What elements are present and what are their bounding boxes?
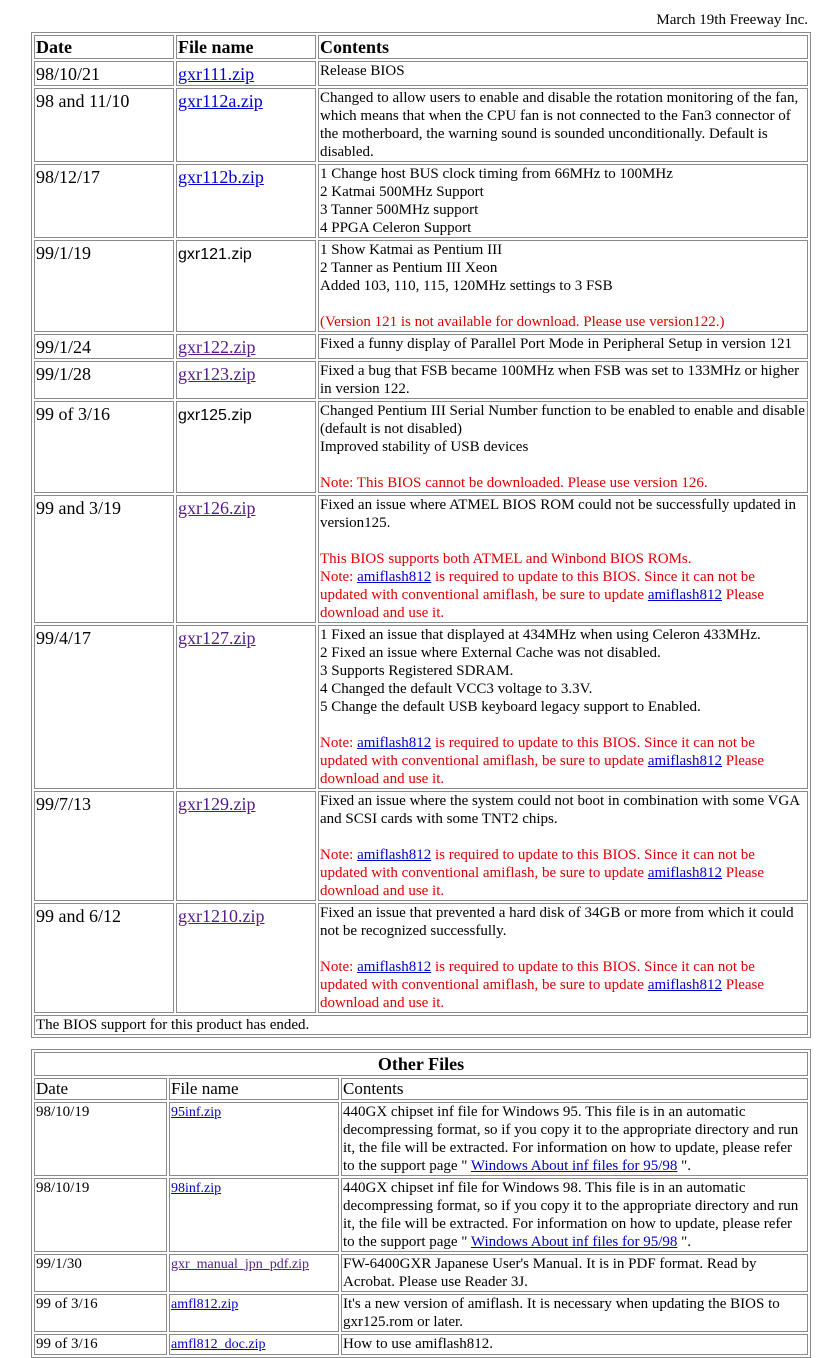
contents-cell [318, 625, 808, 789]
file-cell [176, 334, 316, 359]
date-cell: 98/10/19 [34, 1102, 167, 1176]
bios-table [31, 32, 811, 1038]
date-cell: 98/12/17 [34, 164, 174, 238]
file-cell [176, 361, 316, 399]
table-row [34, 495, 808, 623]
file-cell [176, 61, 316, 86]
download-link-gxr111[interactable]: gxr111.zip [178, 64, 255, 84]
date-cell: 99/7/13 [34, 791, 174, 901]
contents-cell [318, 164, 808, 238]
contents-line: Fixed an issue where the system could not boot in combination with some VGA and SCSI cards with some TNT2 chips. [320, 793, 800, 827]
file-cell [169, 1294, 339, 1332]
file-cell [176, 240, 316, 332]
contents-cell: 440GX chipset inf file for Windows 95. This file is in an automatic decompressing format, so if you copy it to the appropriate directory and run it, the file will be extracted. For information on how to update, please refer to the support page " Windows About inf files for 95/98 ". [341, 1102, 808, 1176]
date-cell: 99 and 3/19 [34, 495, 174, 623]
download-link-gxr122[interactable]: gxr122.zip [178, 337, 256, 357]
date-cell: 98/10/21 [34, 61, 174, 86]
table-row [34, 1102, 808, 1176]
download-link-gxr129[interactable]: gxr129.zip [178, 794, 256, 814]
table-row [34, 361, 808, 399]
company-name: March 19th Freeway Inc. [656, 12, 808, 28]
download-link-gxr123[interactable]: gxr123.zip [178, 364, 256, 384]
file-cell [176, 903, 316, 1013]
other-files-title: Other Files [34, 1052, 808, 1076]
contents-line: 4 Changed the default VCC3 voltage to 3.3V. [320, 681, 593, 697]
table-row [34, 61, 808, 86]
inf-support-page-link[interactable]: Windows About inf files for 95/98 [470, 1158, 678, 1174]
support-note: This BIOS supports both ATMEL and Winbond BIOS ROMs. [320, 551, 692, 567]
download-link-gxr1210[interactable]: gxr1210.zip [178, 906, 265, 926]
file-name-unavailable: gxr125.zip [178, 407, 252, 424]
table-row [34, 164, 808, 238]
date-cell: 99 of 3/16 [34, 1334, 167, 1355]
date-cell: 99 of 3/16 [34, 1294, 167, 1332]
file-cell [176, 791, 316, 901]
contents-cell [318, 791, 808, 901]
contents-line: Added 103, 110, 115, 120MHz settings to 3 FSB [320, 278, 613, 294]
contents-cell [318, 240, 808, 332]
support-ended-notice: The BIOS support for this product has ended. [34, 1015, 808, 1035]
contents-line: 3 Tanner 500MHz support [320, 202, 479, 218]
contents-line: Fixed a funny display of Parallel Port Mode in Peripheral Setup in version 121 [320, 336, 793, 352]
contents-line: 2 Fixed an issue where External Cache was not disabled. [320, 645, 661, 661]
file-cell [176, 625, 316, 789]
contents-line: Release BIOS [320, 63, 405, 79]
header-date: Date [34, 1078, 167, 1100]
amiflash812-link[interactable]: amiflash812 [357, 569, 432, 585]
contents-line: Changed to allow users to enable and disable the rotation monitoring of the fan, which means that when the CPU fan is not connected to the Fan3 connector of the motherboard, the warning sound is sounded unconditionally. Default is disabled. [320, 90, 799, 160]
amiflash-note: Note: amiflash812 is required to update to this BIOS. Since it can not be updated with conventional amiflash, be sure to update amiflash812 Please download and use it. [320, 959, 765, 1011]
date-cell: 99/1/28 [34, 361, 174, 399]
amiflash812-link[interactable]: amiflash812 [357, 735, 432, 751]
date-cell: 99/4/17 [34, 625, 174, 789]
amiflash812-link[interactable]: amiflash812 [357, 959, 432, 975]
contents-cell: 440GX chipset inf file for Windows 98. This file is in an automatic decompressing format, so if you copy it to the appropriate directory and run it, the file will be extracted. For information on how to update, please refer to the support page " Windows About inf files for 95/98 ". [341, 1178, 808, 1252]
contents-line: Changed Pentium III Serial Number function to be enabled to enable and disable (default is not disabled) [320, 403, 805, 437]
header-date: Date [34, 35, 174, 59]
other-files-table [31, 1049, 811, 1358]
date-cell: 99/1/30 [34, 1254, 167, 1292]
amiflash-note: Note: amiflash812 is required to update to this BIOS. Since it can not be updated with conventional amiflash, be sure to update amiflash812 Please download and use it. [320, 847, 765, 899]
other-header-row [34, 1078, 808, 1100]
contents-line: Fixed a bug that FSB became 100MHz when FSB was set to 133MHz or higher in version 122. [320, 363, 800, 397]
file-cell [176, 164, 316, 238]
contents-line: 3 Supports Registered SDRAM. [320, 663, 514, 679]
contents-line: 1 Fixed an issue that displayed at 434MHz when using Celeron 433MHz. [320, 627, 761, 643]
contents-line: 5 Change the default USB keyboard legacy support to Enabled. [320, 699, 701, 715]
table-row [34, 625, 808, 789]
header-contents: Contents [318, 35, 808, 59]
contents-cell [318, 334, 808, 359]
table-row [34, 1178, 808, 1252]
file-cell [176, 401, 316, 493]
table-row [34, 401, 808, 493]
date-cell: 98 and 11/10 [34, 88, 174, 162]
contents-cell: It's a new version of amiflash. It is necessary when updating the BIOS to gxr125.rom or later. [341, 1294, 808, 1332]
file-cell [169, 1254, 339, 1292]
file-cell [176, 88, 316, 162]
contents-cell [318, 361, 808, 399]
amiflash-note: Note: amiflash812 is required to update to this BIOS. Since it can not be updated with conventional amiflash, be sure to update amiflash812 Please download and use it. [320, 735, 765, 787]
amiflash812-link[interactable]: amiflash812 [647, 753, 722, 769]
contents-line: Fixed an issue where ATMEL BIOS ROM could not be successfully updated in version125. [320, 497, 797, 531]
contents-line: 1 Change host BUS clock timing from 66MHz to 100MHz [320, 166, 673, 182]
bios-header-row [34, 35, 808, 59]
header-file-name: File name [169, 1078, 339, 1100]
contents-line: Fixed an issue that prevented a hard disk of 34GB or more from which it could not be recognized successfully. [320, 905, 794, 939]
inf-support-page-link[interactable]: Windows About inf files for 95/98 [470, 1234, 678, 1250]
unavailable-note: (Version 121 is not available for download. Please use version122.) [320, 314, 725, 330]
download-link-gxr112b[interactable]: gxr112b.zip [178, 167, 264, 187]
date-cell: 99 and 6/12 [34, 903, 174, 1013]
contents-cell [318, 903, 808, 1013]
contents-line: 4 PPGA Celeron Support [320, 220, 472, 236]
table-row [34, 88, 808, 162]
download-link-gxr112a[interactable]: gxr112a.zip [178, 91, 263, 111]
amiflash-note: Note: amiflash812 is required to update to this BIOS. Since it can not be updated with conventional amiflash, be sure to update amiflash812 Please download and use it. [320, 569, 765, 621]
contents-line: 2 Tanner as Pentium III Xeon [320, 260, 498, 276]
contents-line: 2 Katmai 500MHz Support [320, 184, 484, 200]
contents-cell [318, 88, 808, 162]
table-row [34, 791, 808, 901]
file-name-unavailable: gxr121.zip [178, 246, 252, 263]
date-cell: 99 of 3/16 [34, 401, 174, 493]
download-link-98inf[interactable]: 98inf.zip [171, 1181, 222, 1196]
table-row [34, 903, 808, 1013]
date-cell: 98/10/19 [34, 1178, 167, 1252]
date-cell: 99/1/24 [34, 334, 174, 359]
download-link-amfl812[interactable]: amfl812.zip [171, 1297, 239, 1312]
header-file-name: File name [176, 35, 316, 59]
table-row [34, 1254, 808, 1292]
amiflash812-link[interactable]: amiflash812 [357, 847, 432, 863]
amiflash812-link[interactable]: amiflash812 [647, 977, 722, 993]
date-cell: 99/1/19 [34, 240, 174, 332]
table-row [34, 1294, 808, 1332]
unavailable-note: Note: This BIOS cannot be downloaded. Please use version 126. [320, 475, 708, 491]
download-link-95inf[interactable]: 95inf.zip [171, 1105, 222, 1120]
contents-line: 1 Show Katmai as Pentium III [320, 242, 503, 258]
file-cell [176, 495, 316, 623]
contents-cell: How to use amiflash812. [341, 1334, 808, 1355]
amiflash812-link[interactable]: amiflash812 [647, 587, 722, 603]
other-files-caption-row [34, 1052, 808, 1076]
contents-cell [318, 495, 808, 623]
download-link-gxr127[interactable]: gxr127.zip [178, 628, 256, 648]
file-cell [169, 1102, 339, 1176]
download-link-gxr126[interactable]: gxr126.zip [178, 498, 256, 518]
table-row [34, 334, 808, 359]
contents-cell [318, 61, 808, 86]
download-link-manual[interactable]: gxr_manual_jpn_pdf.zip [171, 1257, 310, 1272]
table-row [34, 240, 808, 332]
footer-row [34, 1015, 808, 1035]
contents-line: Improved stability of USB devices [320, 439, 529, 455]
download-link-amfl812-doc[interactable]: amfl812_doc.zip [171, 1337, 266, 1352]
amiflash812-link[interactable]: amiflash812 [647, 865, 722, 881]
file-cell [169, 1334, 339, 1355]
header-contents: Contents [341, 1078, 808, 1100]
table-row [34, 1334, 808, 1355]
contents-cell [318, 401, 808, 493]
file-cell [169, 1178, 339, 1252]
contents-cell: FW-6400GXR Japanese User's Manual. It is in PDF format. Read by Acrobat. Please use Reader 3J. [341, 1254, 808, 1292]
